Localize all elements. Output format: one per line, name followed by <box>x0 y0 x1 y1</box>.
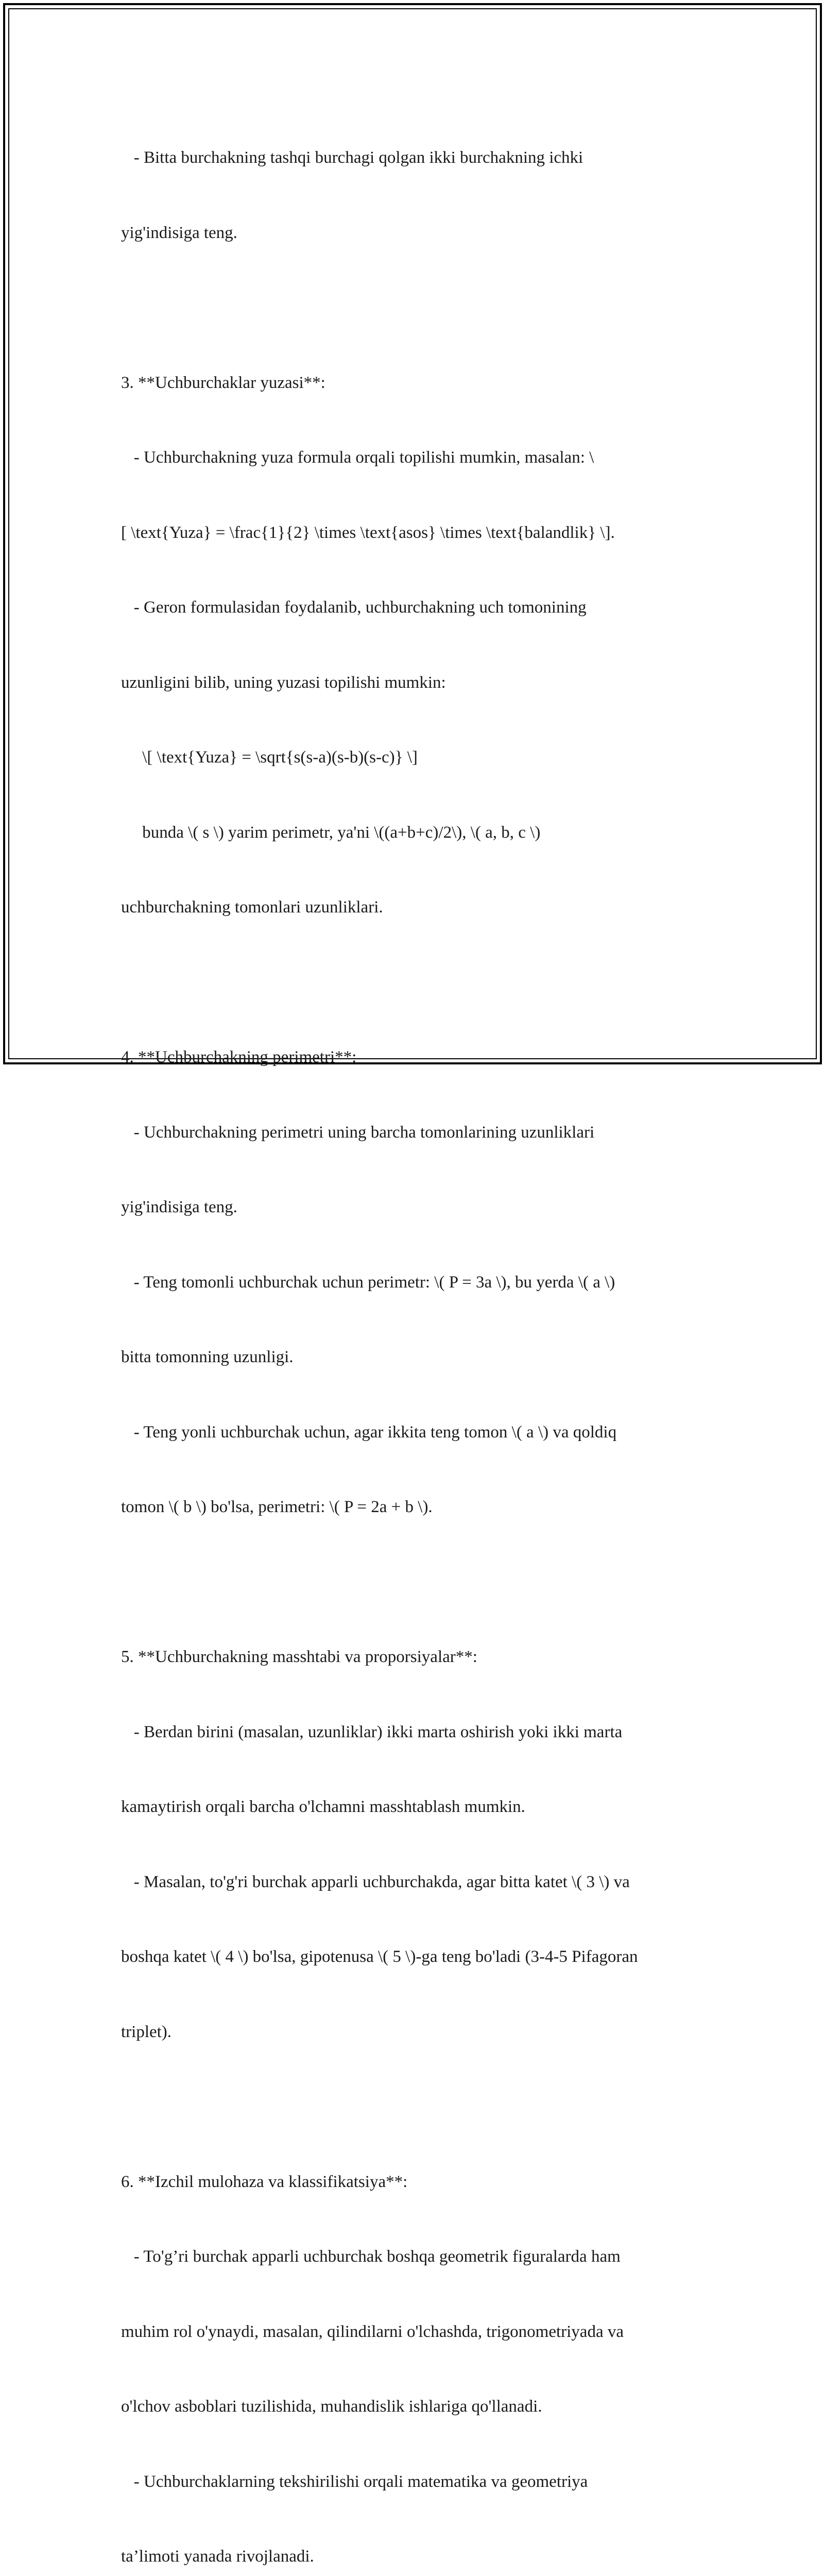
text-line: uzunligini bilib, uning yuzasi topilishi mumkin: <box>121 673 446 692</box>
text-line: - Bitta burchakning tashqi burchagi qolgan ikki burchakning ichki <box>121 148 583 167</box>
section-heading: 3. **Uchburchaklar yuzasi**: <box>121 373 325 392</box>
text-line: - To'g’ri burchak apparli uchburchak boshqa geometrik figuralarda ham <box>121 2247 621 2266</box>
text-line: boshqa katet \( 4 \) bo'lsa, gipotenusa \( 5 \)-ga teng bo'ladi (3-4-5 Pifagoran <box>121 1947 638 1966</box>
text-line: ta’limoti yanada rivojlanadi. <box>121 2547 314 2566</box>
text-line: [ \text{Yuza} = \frac{1}{2} \times \text{asos} \times \text{balandlik} \]. <box>121 523 615 542</box>
section-heading: 6. **Izchil mulohaza va klassifikatsiya**: <box>121 2172 408 2191</box>
text-line: - Uchburchaklarning tekshirilishi orqali matematika va geometriya <box>121 2472 588 2491</box>
text-line: - Geron formulasidan foydalanib, uchburchakning uch tomonining <box>121 598 587 617</box>
text-line: - Berdan birini (masalan, uzunliklar) ikki marta oshirish yoki ikki marta <box>121 1722 623 1741</box>
blank-line <box>121 2094 713 2120</box>
section-heading: 4. **Uchburchakning perimetri**: <box>121 1048 357 1066</box>
text-line: yig'indisiga teng. <box>121 223 237 242</box>
blank-line <box>121 295 713 320</box>
text-line: o'lchov asboblari tuzilishida, muhandislik ishlariga qo'llanadi. <box>121 2397 542 2416</box>
text-line: \[ \text{Yuza} = \sqrt{s(s-a)(s-b)(s-c)} \] <box>121 748 418 767</box>
text-line: kamaytirish orqali barcha o'lchamni masshtablash mumkin. <box>121 1798 525 1816</box>
text-line: muhim rol o'ynaydi, masalan, qilindilarni o'lchashda, trigonometriyada va <box>121 2322 624 2341</box>
text-line: tomon \( b \) bo'lsa, perimetri: \( P = 2a + b \). <box>121 1498 433 1516</box>
blank-line <box>121 970 713 995</box>
section-heading: 5. **Uchburchakning masshtabi va proporsiyalar**: <box>121 1648 477 1666</box>
text-line: yig'indisiga teng. <box>121 1198 237 1216</box>
text-line: - Teng tomonli uchburchak uchun perimetr: \( P = 3a \), bu yerda \( a \) <box>121 1273 615 1292</box>
text-line: uchburchakning tomonlari uzunliklari. <box>121 898 383 917</box>
text-line: - Uchburchakning perimetri uning barcha tomonlarining uzunliklari <box>121 1123 595 1142</box>
blank-line <box>121 1570 713 1595</box>
text-line: - Uchburchakning yuza formula orqali topilishi mumkin, masalan: \ <box>121 448 594 467</box>
text-line: bunda \( s \) yarim perimetr, ya'ni \((a+b+c)/2\), \( a, b, c \) <box>121 823 541 842</box>
text-line: triplet). <box>121 2022 172 2041</box>
text-line: - Masalan, to'g'ri burchak apparli uchburchakda, agar bitta katet \( 3 \) va <box>121 1872 630 1891</box>
document-body <box>121 95 713 2576</box>
text-line: bitta tomonning uzunligi. <box>121 1348 294 1366</box>
text-line: - Teng yonli uchburchak uchun, agar ikkita teng tomon \( a \) va qoldiq <box>121 1422 617 1442</box>
